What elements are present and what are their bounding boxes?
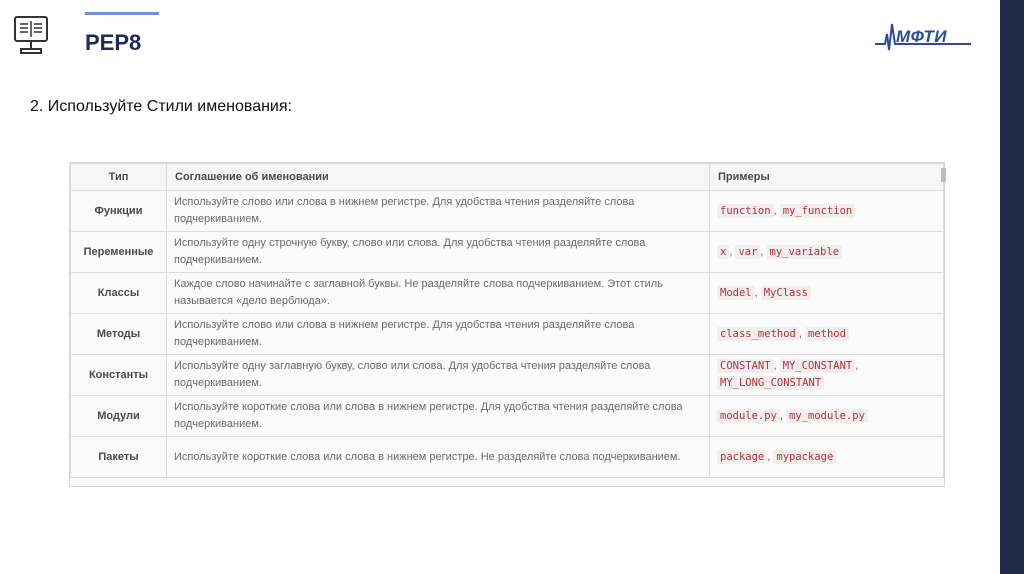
code-example: method — [805, 327, 849, 341]
code-example: my_variable — [767, 245, 843, 259]
code-example: MY_LONG_CONSTANT — [717, 376, 824, 390]
row-examples: module.py , my_module.py — [710, 396, 944, 437]
row-convention: Используйте слово или слова в нижнем регистре. Для удобства чтения разделяйте слова подчеркиванием. — [167, 191, 710, 232]
row-convention: Используйте слово или слова в нижнем регистре. Для удобства чтения разделяйте слова подчеркиванием. — [167, 314, 710, 355]
naming-conventions-table — [70, 163, 944, 478]
row-type: Классы — [71, 273, 167, 314]
row-type: Константы — [71, 355, 167, 396]
row-examples: package , mypackage — [710, 437, 944, 478]
section-subtitle: 2. Используйте Стили именования: — [30, 98, 292, 115]
title-accent-bar — [85, 12, 159, 15]
code-example: MY_CONSTANT — [780, 359, 856, 373]
code-example: my_function — [780, 204, 856, 218]
table-row — [71, 273, 944, 314]
row-convention: Используйте одну заглавную букву, слово или слова. Для удобства чтения разделяйте слова подчеркиванием. — [167, 355, 710, 396]
row-convention: Каждое слово начинайте с заглавной буквы. Не разделяйте слова подчеркиванием. Этот стиль называется «дело верблюда». — [167, 273, 710, 314]
row-convention: Используйте короткие слова или слова в нижнем регистре. Не разделяйте слова подчеркиванием. — [167, 437, 710, 478]
row-type: Переменные — [71, 232, 167, 273]
code-example: package — [717, 450, 767, 464]
column-header-type: Тип — [71, 164, 167, 191]
code-example: Model — [717, 286, 755, 300]
code-example: function — [717, 204, 774, 218]
table-row — [71, 437, 944, 478]
row-examples: Model , MyClass — [710, 273, 944, 314]
row-type: Пакеты — [71, 437, 167, 478]
page-title: PEP8 — [85, 30, 142, 55]
code-example: x — [717, 245, 729, 259]
code-example: class_method — [717, 327, 799, 341]
table-row — [71, 314, 944, 355]
table-row — [71, 355, 944, 396]
code-example: module.py — [717, 409, 780, 423]
naming-table-container — [69, 162, 945, 487]
right-edge-strip — [1000, 0, 1024, 574]
column-header-examples: Примеры — [710, 164, 944, 191]
column-header-convention: Соглашение об именовании — [167, 164, 710, 191]
row-examples: CONSTANT , MY_CONSTANT , MY_LONG_CONSTANT — [710, 355, 944, 396]
row-examples: function , my_function — [710, 191, 944, 232]
code-example: var — [735, 245, 760, 259]
row-convention: Используйте одну строчную букву, слово или слова. Для удобства чтения разделяйте слова подчеркиванием. — [167, 232, 710, 273]
row-type: Методы — [71, 314, 167, 355]
table-row — [71, 396, 944, 437]
code-example: my_module.py — [786, 409, 868, 423]
row-convention: Используйте короткие слова или слова в нижнем регистре. Для удобства чтения разделяйте слова подчеркиванием. — [167, 396, 710, 437]
row-examples: x , var , my_variable — [710, 232, 944, 273]
table-row — [71, 232, 944, 273]
table-header-row — [71, 164, 944, 191]
code-example: MyClass — [761, 286, 811, 300]
computer-book-icon — [13, 14, 49, 58]
code-example: mypackage — [773, 450, 836, 464]
table-scrollbar[interactable] — [941, 168, 946, 182]
code-example: CONSTANT — [717, 359, 774, 373]
row-examples: class_method , method — [710, 314, 944, 355]
table-row — [71, 191, 944, 232]
row-type: Модули — [71, 396, 167, 437]
logo-text: МФТИ — [896, 27, 947, 46]
row-type: Функции — [71, 191, 167, 232]
